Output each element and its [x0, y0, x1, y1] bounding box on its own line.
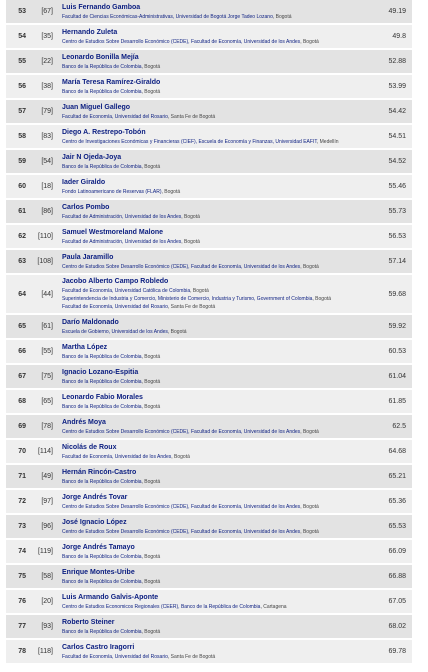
- rank-cell: 72: [18, 498, 26, 505]
- rank-cell: 67: [18, 373, 26, 380]
- score-value-cell: 69.78: [388, 648, 406, 655]
- affiliation-location: , Bogotá: [312, 296, 332, 302]
- rank-cell: 69: [18, 423, 26, 430]
- score-value-cell: 59.68: [388, 290, 406, 298]
- score-value-cell: 62.5: [392, 423, 406, 430]
- author-name-link[interactable]: Nicolás de Roux: [62, 443, 117, 451]
- affiliation: [62, 528, 374, 536]
- table-row: [6, 515, 412, 540]
- table-row: [6, 125, 412, 150]
- affiliation-location: , Bogotá: [272, 13, 292, 20]
- affiliation-link[interactable]: Facultad de Economía, Universidad Católica de Colombia: [62, 288, 191, 294]
- rank-cell: 61: [18, 208, 26, 215]
- affiliation-location: , Bogotá: [141, 403, 161, 410]
- author-name-link[interactable]: Hernán Rincón-Castro: [62, 468, 137, 476]
- author-info: [58, 341, 374, 363]
- affiliation-link[interactable]: Escuela de Gobierno, Universidad de los Andes: [62, 328, 168, 335]
- author-name-link[interactable]: Iader Giraldo: [62, 178, 106, 186]
- affiliation: [62, 295, 374, 303]
- affiliation-location: , Bogotá: [300, 428, 319, 435]
- author-info: [58, 101, 374, 123]
- affiliation-location: , Medellín: [316, 138, 339, 145]
- affiliation: [62, 303, 374, 311]
- affiliation-link[interactable]: Facultad de Economía, Universidad del Rosario: [62, 113, 168, 120]
- affiliation: [62, 653, 374, 661]
- score-value-cell: 56.53: [388, 233, 406, 240]
- rank-cell: 59: [18, 158, 26, 165]
- previous-rank-cell: [67]: [41, 8, 53, 15]
- score-value-cell: 60.53: [388, 348, 406, 355]
- affiliation: [62, 213, 374, 221]
- affiliation-link[interactable]: Centro de Estudios Sobre Desarrollo Económico (CEDE), Facultad de Economía, Universidad de los Andes: [62, 503, 301, 510]
- affiliation-link[interactable]: Banco de la República de Colombia: [62, 353, 142, 360]
- previous-rank-cell: [55]: [41, 348, 53, 355]
- affiliation: [62, 138, 374, 146]
- author-name-link[interactable]: Paula Jaramillo: [62, 253, 114, 261]
- affiliation-location: , Bogotá: [190, 288, 209, 294]
- rank-cell: 58: [18, 133, 26, 140]
- author-info: [58, 26, 374, 48]
- affiliation-link[interactable]: Banco de la República de Colombia: [62, 163, 142, 170]
- rank-cell: 77: [18, 623, 26, 630]
- previous-rank-cell: [44]: [41, 290, 53, 298]
- affiliation: [62, 453, 374, 461]
- affiliation-link[interactable]: Centro de Investigaciones Económicas y Financieras (CIEF), Escuela de Economía y Finanzas, Universidad EAFIT: [62, 138, 317, 145]
- previous-rank-cell: [18]: [41, 183, 53, 190]
- affiliation-link[interactable]: Superintendencia de Industria y Comercio, Ministerio de Comercio, Industria y Turismo, Government of Colombia: [62, 296, 313, 302]
- affiliation-location: , Bogotá: [141, 378, 161, 385]
- author-name-link[interactable]: Martha López: [62, 343, 108, 351]
- affiliation: [62, 113, 374, 121]
- table-row: [6, 25, 412, 50]
- score-value-cell: 68.02: [388, 623, 406, 630]
- affiliation-link[interactable]: Centro de Estudios Sobre Desarrollo Económico (CEDE), Facultad de Economía, Universidad de los Andes: [62, 38, 301, 45]
- affiliation-link[interactable]: Centro de Estudios Sobre Desarrollo Económico (CEDE), Facultad de Economía, Universidad de los Andes: [62, 528, 301, 535]
- affiliation-link[interactable]: Banco de la República de Colombia: [62, 478, 142, 485]
- affiliation: [62, 88, 374, 96]
- author-info: [58, 226, 374, 248]
- affiliation: [62, 403, 374, 411]
- affiliation-location: , Bogotá: [300, 263, 319, 270]
- affiliation-link[interactable]: Banco de la República de Colombia: [62, 553, 142, 560]
- author-name-link[interactable]: Carlos Castro Iragorri: [62, 643, 135, 651]
- rank-cell: 76: [18, 598, 26, 605]
- score-value-cell: 65.53: [388, 523, 406, 530]
- table-row: [6, 365, 412, 390]
- affiliation-location: , Bogotá: [141, 353, 161, 360]
- author-name-link[interactable]: Roberto Steiner: [62, 618, 115, 626]
- author-info: [58, 76, 374, 98]
- table-row: [6, 590, 412, 615]
- author-name-link[interactable]: Samuel Westmoreland Malone: [62, 228, 164, 236]
- previous-rank-cell: [49]: [41, 473, 53, 480]
- score-value-cell: 67.05: [388, 598, 406, 605]
- affiliation-location: , Bogotá: [300, 528, 319, 535]
- author-name-link[interactable]: Leonardo Fabio Morales: [62, 393, 143, 401]
- rank-cell: 73: [18, 523, 26, 530]
- previous-rank-cell: [58]: [41, 573, 53, 580]
- previous-rank-cell: [108]: [37, 258, 53, 265]
- author-name-link[interactable]: Juan Miguel Gallego: [62, 103, 131, 111]
- affiliation: [62, 328, 374, 336]
- author-info: [58, 491, 374, 513]
- rank-cell: 74: [18, 548, 26, 555]
- score-value-cell: 55.46: [388, 183, 406, 190]
- affiliation-location: , Bogotá: [181, 238, 200, 245]
- table-row: [6, 225, 412, 250]
- author-name-link[interactable]: Hernando Zuleta: [62, 28, 118, 36]
- affiliation-location: , Bogotá: [141, 553, 161, 560]
- previous-rank-cell: [78]: [41, 423, 53, 430]
- affiliation-link[interactable]: Centro de Estudios Economicos Regionales (CEER), Banco de la República de Colombia: [62, 603, 261, 610]
- affiliation-location: , Santa Fe de Bogotá: [167, 113, 216, 120]
- table-row: [6, 440, 412, 465]
- author-name-link[interactable]: María Teresa Ramírez-Giraldo: [62, 78, 161, 86]
- rank-cell: 78: [18, 648, 26, 655]
- previous-rank-cell: [35]: [41, 33, 53, 40]
- author-name-link[interactable]: José Ignacio López: [62, 518, 127, 526]
- score-value-cell: 49.19: [388, 8, 406, 15]
- rank-cell: 54: [18, 33, 26, 40]
- previous-rank-cell: [114]: [37, 448, 53, 455]
- author-name-link[interactable]: Darío Maldonado: [62, 318, 119, 326]
- previous-rank-cell: [110]: [37, 233, 53, 240]
- author-info: [58, 151, 374, 173]
- affiliation-location: , Bogotá: [161, 188, 181, 195]
- author-info: [58, 641, 374, 663]
- table-row: [6, 275, 412, 315]
- score-value-cell: 64.68: [388, 448, 406, 455]
- affiliation-link[interactable]: Banco de la República de Colombia: [62, 403, 142, 410]
- table-row: [6, 250, 412, 275]
- score-value-cell: 49.8: [392, 33, 406, 40]
- affiliation-link[interactable]: Centro de Estudios Sobre Desarrollo Económico (CEDE), Facultad de Economía, Universidad de los Andes: [62, 428, 301, 435]
- author-info: [58, 566, 374, 588]
- affiliation: [62, 553, 374, 561]
- author-info: [58, 201, 374, 223]
- previous-rank-cell: [20]: [41, 598, 53, 605]
- score-value-cell: 65.21: [388, 473, 406, 480]
- affiliation-location: , Bogotá: [141, 628, 161, 635]
- table-row: [6, 615, 412, 640]
- rank-cell: 66: [18, 348, 26, 355]
- score-value-cell: 54.52: [388, 158, 406, 165]
- score-value-cell: 52.88: [388, 58, 406, 65]
- score-value-cell: 66.09: [388, 548, 406, 555]
- affiliation-location: , Cartagena: [260, 603, 287, 610]
- rank-cell: 56: [18, 83, 26, 90]
- score-value-cell: 55.73: [388, 208, 406, 215]
- table-row: [6, 340, 412, 365]
- affiliation-link[interactable]: Facultad de Economía, Universidad de los Andes: [62, 453, 172, 460]
- affiliation: [62, 378, 374, 386]
- author-info: [58, 616, 374, 638]
- score-value-cell: 66.88: [388, 573, 406, 580]
- affiliation-location: , Bogotá: [181, 213, 200, 220]
- table-row: [6, 540, 412, 565]
- author-info: [58, 366, 374, 388]
- previous-rank-cell: [75]: [41, 373, 53, 380]
- previous-rank-cell: [38]: [41, 83, 53, 90]
- table-row: [6, 50, 412, 75]
- score-value-cell: 57.14: [388, 258, 406, 265]
- previous-rank-cell: [79]: [41, 108, 53, 115]
- author-info: [58, 516, 374, 538]
- previous-rank-cell: [93]: [41, 623, 53, 630]
- previous-rank-cell: [22]: [41, 58, 53, 65]
- rank-cell: 63: [18, 258, 26, 265]
- affiliation-location: , Bogotá: [141, 163, 161, 170]
- table-row: [6, 415, 412, 440]
- author-name-link[interactable]: Luis Armando Galvis-Aponte: [62, 593, 159, 601]
- rank-cell: 60: [18, 183, 26, 190]
- affiliation-link[interactable]: Banco de la República de Colombia: [62, 628, 142, 635]
- affiliation: [62, 263, 374, 271]
- affiliation-location: , Bogotá: [141, 578, 161, 585]
- author-info: [58, 51, 374, 73]
- ranking-table: [6, 0, 412, 665]
- rank-cell: 57: [18, 108, 26, 115]
- rank-cell: 71: [18, 473, 26, 480]
- author-info: [58, 176, 374, 198]
- affiliation-link[interactable]: Facultad de Ciencias Económicas-Administrativas, Universidad de Bogotá Jorge Tadeo Lozano: [62, 13, 273, 20]
- author-name-link[interactable]: Andrés Moya: [62, 418, 106, 426]
- author-info: [58, 1, 374, 23]
- affiliation-location: , Bogotá: [141, 88, 161, 95]
- table-row: [6, 390, 412, 415]
- rank-cell: 62: [18, 233, 26, 240]
- author-name-link[interactable]: Jair N Ojeda-Joya: [62, 153, 122, 161]
- table-row: [6, 465, 412, 490]
- affiliation: [62, 428, 374, 436]
- author-info: [58, 391, 374, 413]
- author-name-link[interactable]: Carlos Pombo: [62, 203, 110, 211]
- table-row: [6, 315, 412, 340]
- affiliation-link[interactable]: Facultad de Administración, Universidad de los Andes: [62, 213, 182, 220]
- affiliation-location: , Bogotá: [171, 453, 190, 460]
- author-info: [58, 251, 374, 273]
- affiliation: [62, 238, 374, 246]
- rank-cell: 64: [18, 290, 26, 298]
- affiliation: [62, 603, 374, 611]
- author-info: [58, 541, 374, 563]
- author-name-link[interactable]: Enrique Montes-Uribe: [62, 568, 135, 576]
- author-name-link[interactable]: Diego A. Restrepo-Tobón: [62, 128, 146, 136]
- affiliation: [62, 188, 374, 196]
- affiliation-location: , Santa Fe de Bogotá: [167, 653, 216, 660]
- table-row: [6, 175, 412, 200]
- author-name-link[interactable]: Jorge Andrés Tovar: [62, 493, 128, 501]
- affiliation-link[interactable]: Facultad de Economía, Universidad del Rosario: [62, 653, 168, 660]
- table-row: [6, 200, 412, 225]
- score-value-cell: 59.92: [388, 323, 406, 330]
- affiliation-location: , Bogotá: [141, 63, 161, 70]
- previous-rank-cell: [119]: [37, 548, 53, 555]
- author-name-link[interactable]: Jorge Andrés Tamayo: [62, 543, 135, 551]
- rank-cell: 75: [18, 573, 26, 580]
- previous-rank-cell: [97]: [41, 498, 53, 505]
- rank-cell: 53: [18, 8, 26, 15]
- affiliation-location: , Bogotá: [300, 38, 319, 45]
- score-value-cell: 53.99: [388, 83, 406, 90]
- author-info: [58, 466, 374, 488]
- rank-cell: 68: [18, 398, 26, 405]
- affiliation-link[interactable]: Banco de la República de Colombia: [62, 378, 142, 385]
- affiliation-link[interactable]: Facultad de Administración, Universidad de los Andes: [62, 238, 182, 245]
- author-name-link[interactable]: Leonardo Bonilla Mejía: [62, 53, 139, 61]
- author-info: [58, 416, 374, 438]
- author-info: [58, 275, 374, 313]
- affiliation-link[interactable]: Fondo Latinoamericano de Reservas (FLAR): [62, 188, 162, 195]
- affiliation-location: , Santa Fe de Bogotá: [167, 304, 216, 310]
- previous-rank-cell: [83]: [41, 133, 53, 140]
- affiliation: [62, 478, 374, 486]
- table-row: [6, 150, 412, 175]
- previous-rank-cell: [118]: [37, 648, 53, 655]
- table-row: [6, 0, 412, 25]
- affiliation-link[interactable]: Centro de Estudios Sobre Desarrollo Económico (CEDE), Facultad de Economía, Universidad de los Andes: [62, 263, 301, 270]
- affiliation: [62, 63, 374, 71]
- previous-rank-cell: [65]: [41, 398, 53, 405]
- affiliation: [62, 13, 374, 21]
- table-row: [6, 640, 412, 665]
- affiliation: [62, 353, 374, 361]
- table-row: [6, 75, 412, 100]
- score-value-cell: 65.36: [388, 498, 406, 505]
- affiliation: [62, 38, 374, 46]
- previous-rank-cell: [96]: [41, 523, 53, 530]
- previous-rank-cell: [86]: [41, 208, 53, 215]
- affiliation-link[interactable]: Banco de la República de Colombia: [62, 578, 142, 585]
- affiliation-location: , Bogotá: [167, 328, 187, 335]
- author-name-link[interactable]: Luis Fernando Gamboa: [62, 3, 141, 11]
- author-info: [58, 441, 374, 463]
- affiliation: [62, 628, 374, 636]
- rank-cell: 70: [18, 448, 26, 455]
- score-value-cell: 61.04: [388, 373, 406, 380]
- author-info: [58, 126, 374, 148]
- affiliation: [62, 503, 374, 511]
- table-row: [6, 100, 412, 125]
- affiliation: [62, 578, 374, 586]
- rank-cell: 55: [18, 58, 26, 65]
- author-name-link[interactable]: Ignacio Lozano-Espitia: [62, 368, 139, 376]
- author-info: [58, 316, 374, 338]
- table-row: [6, 490, 412, 515]
- score-value-cell: 61.85: [388, 398, 406, 405]
- affiliation-link[interactable]: Banco de la República de Colombia: [62, 88, 142, 95]
- affiliation: [62, 287, 374, 295]
- score-value-cell: 54.42: [388, 108, 406, 115]
- rank-cell: 65: [18, 323, 26, 330]
- author-name-link[interactable]: Jacobo Alberto Campo Robledo: [62, 278, 169, 285]
- author-info: [58, 591, 374, 613]
- affiliation-link[interactable]: Banco de la República de Colombia: [62, 63, 142, 70]
- affiliation: [62, 163, 374, 171]
- affiliation-link[interactable]: Facultad de Economía, Universidad del Rosario: [62, 304, 168, 310]
- previous-rank-cell: [61]: [41, 323, 53, 330]
- previous-rank-cell: [54]: [41, 158, 53, 165]
- affiliation-location: , Bogotá: [141, 478, 161, 485]
- table-row: [6, 565, 412, 590]
- score-value-cell: 54.51: [388, 133, 406, 140]
- affiliation-location: , Bogotá: [300, 503, 319, 510]
